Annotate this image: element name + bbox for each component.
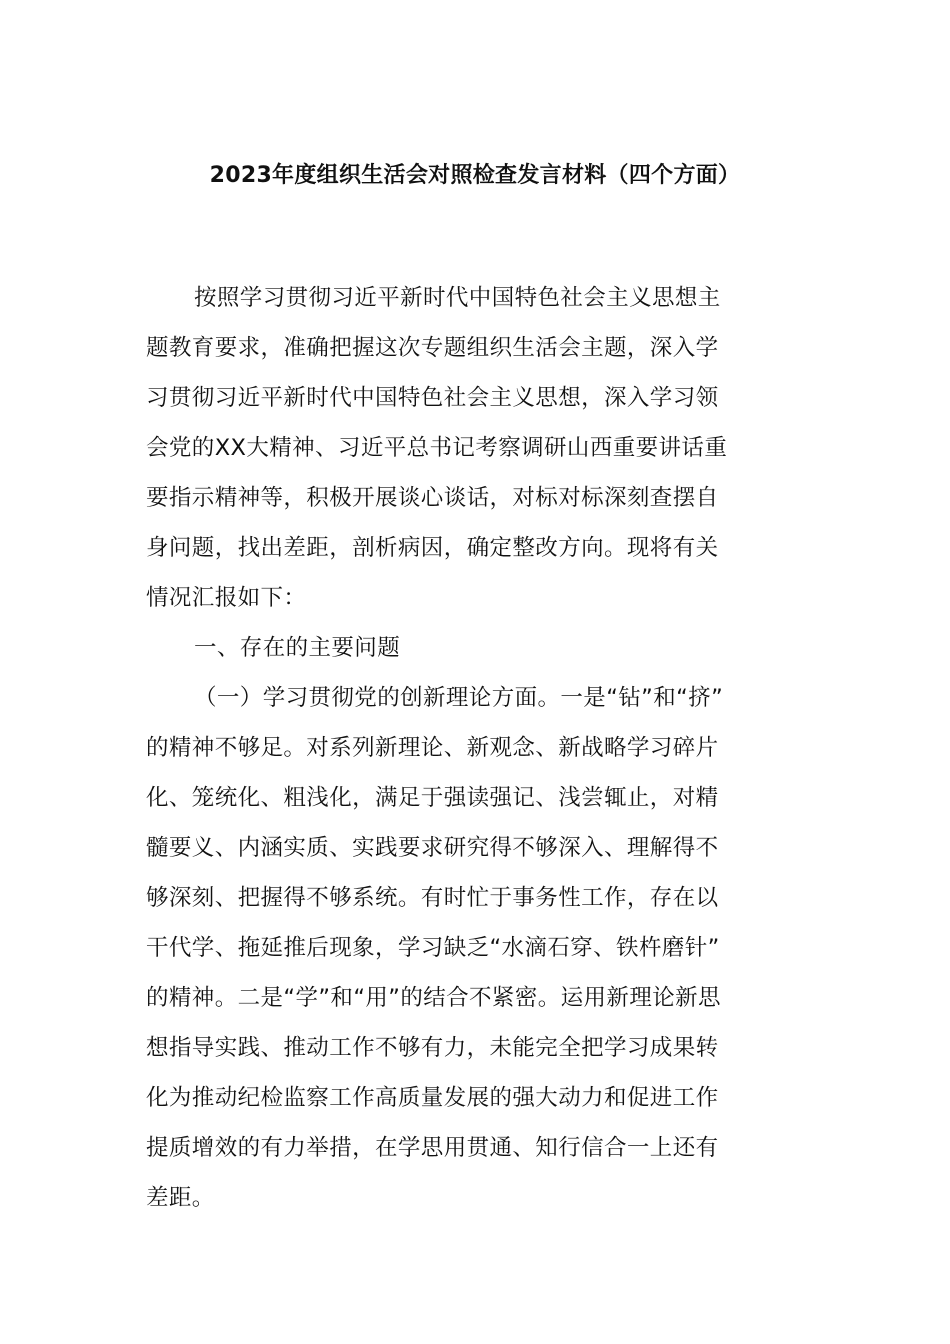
body-line: 要指示精神等，积极开展谈心谈话，对标对标深刻查摆自 [146,485,719,511]
body-line: 化为推动纪检监察工作高质量发展的强大动力和促进工作 [146,1085,719,1111]
section-heading: 一、存在的主要问题 [194,635,401,661]
body-line: 习贯彻习近平新时代中国特色社会主义思想，深入学习领 [146,385,719,411]
body-line: 提质增效的有力举措，在学思用贯通、知行信合一上还有 [146,1135,719,1161]
document-title: 2023年度组织生活会对照检查发言材料（四个方面） [209,163,741,188]
body-line: 想指导实践、推动工作不够有力，未能完全把学习成果转 [146,1035,719,1061]
body-line: 干代学、拖延推后现象，学习缺乏“水滴石穿、铁杵磨针” [146,935,720,961]
document-body [146,273,806,1223]
body-line: 化、笼统化、粗浅化，满足于强读强记、浅尝辄止，对精 [146,785,719,811]
body-line: （一）学习贯彻党的创新理论方面。一是“钻”和“挤” [194,685,724,711]
body-line: 会党的XX大精神、习近平总书记考察调研山西重要讲话重 [146,435,728,461]
body-line: 题教育要求，准确把握这次专题组织生活会主题，深入学 [146,335,719,361]
body-line: 够深刻、把握得不够系统。有时忙于事务性工作，存在以 [146,885,719,911]
body-line: 差距。 [146,1185,215,1211]
body-line: 髓要义、内涵实质、实践要求研究得不够深入、理解得不 [146,835,719,861]
body-line: 按照学习贯彻习近平新时代中国特色社会主义思想主 [194,285,721,311]
body-line: 的精神。二是“学”和“用”的结合不紧密。运用新理论新思 [146,985,721,1011]
body-line: 的精神不够足。对系列新理论、新观念、新战略学习碎片 [146,735,719,761]
body-line: 身问题，找出差距，剖析病因，确定整改方向。现将有关 [146,535,719,561]
body-line: 情况汇报如下： [146,585,307,611]
